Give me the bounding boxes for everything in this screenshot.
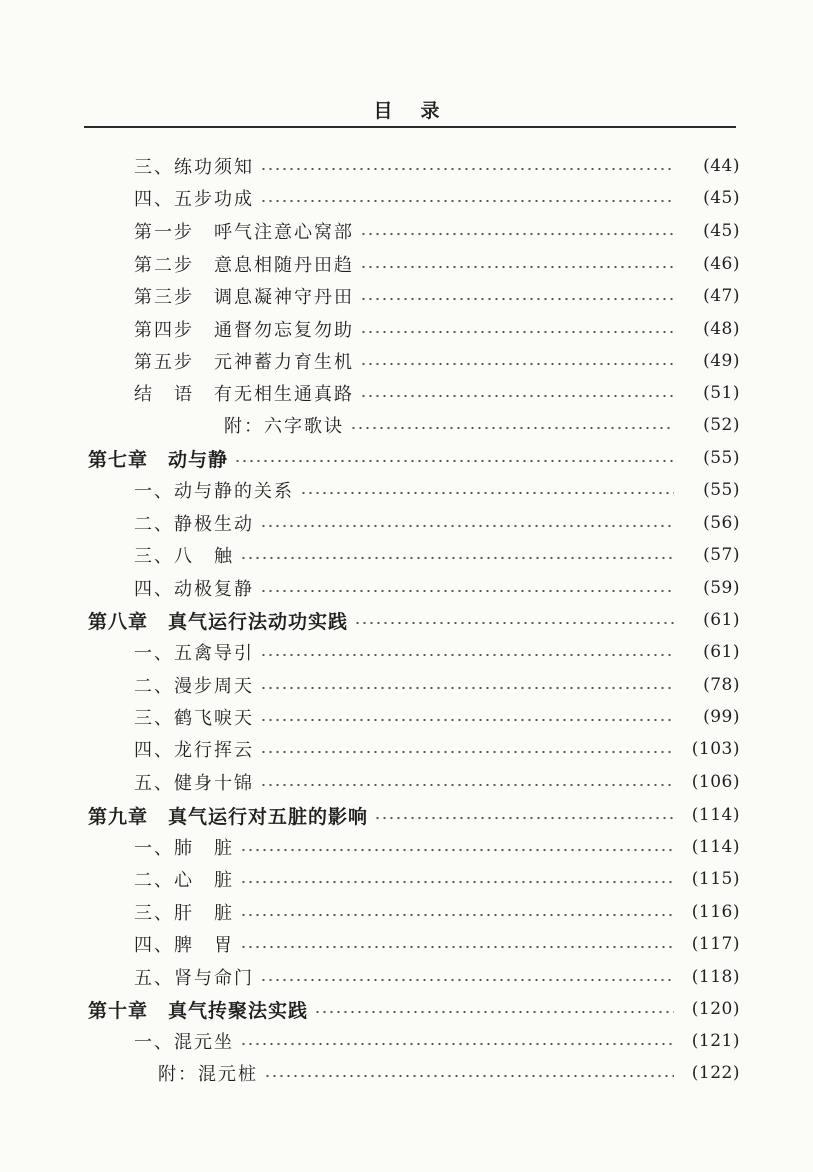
entry-page: (47) xyxy=(703,286,740,306)
entry-page: (52) xyxy=(703,415,740,435)
entry-label: 一、肺 脏 xyxy=(134,838,234,859)
entry-label: 三、练功须知 xyxy=(134,157,254,178)
entry-page: (59) xyxy=(703,578,740,598)
entry-page: (121) xyxy=(691,1031,740,1051)
toc-chapter-entry xyxy=(0,994,813,1024)
entry-page: (45) xyxy=(703,188,740,208)
toc-entry xyxy=(0,864,813,894)
dot-leader xyxy=(260,524,674,528)
dot-leader xyxy=(350,426,674,430)
dot-leader xyxy=(260,978,674,982)
toc-entry xyxy=(0,962,813,992)
entry-label: 四、五步功成 xyxy=(134,189,254,210)
toc-entry xyxy=(0,1026,813,1056)
dot-leader xyxy=(360,362,674,366)
entry-label: 第一步 呼气注意心窝部 xyxy=(134,222,354,243)
toc-entry xyxy=(0,1058,813,1088)
toc-entry xyxy=(0,897,813,927)
toc-entry xyxy=(0,183,813,213)
dot-leader xyxy=(260,718,674,722)
toc-entry xyxy=(0,670,813,700)
entry-page: (45) xyxy=(703,221,740,241)
toc-entry xyxy=(0,637,813,667)
toc-entry xyxy=(0,573,813,603)
page-title: 目录 xyxy=(373,100,468,122)
entry-label: 二、心 脏 xyxy=(134,870,234,891)
entry-page: (116) xyxy=(691,902,740,922)
entry-page: (103) xyxy=(691,739,740,759)
entry-page: (115) xyxy=(691,869,740,889)
entry-page: (49) xyxy=(703,351,740,371)
entry-page: (114) xyxy=(691,805,740,825)
entry-label: 三、肝 脏 xyxy=(134,903,234,924)
entry-page: (61) xyxy=(703,610,740,630)
toc-entry xyxy=(0,734,813,764)
entry-page: (51) xyxy=(703,383,740,403)
toc-entry xyxy=(0,410,813,440)
toc-entry xyxy=(0,702,813,732)
dot-leader xyxy=(314,1010,674,1014)
dot-leader xyxy=(260,589,674,593)
entry-label: 第七章 动与静 xyxy=(88,448,229,471)
entry-page: (48) xyxy=(703,319,740,339)
dot-leader xyxy=(240,880,674,884)
entry-label: 附：混元桩 xyxy=(158,1064,258,1085)
dot-leader xyxy=(360,265,674,269)
dot-leader xyxy=(264,1074,674,1078)
dot-leader xyxy=(260,783,674,787)
entry-label: 附：六字歌诀 xyxy=(224,416,344,437)
entry-label: 五、健身十锦 xyxy=(134,773,254,794)
dot-leader xyxy=(240,945,674,949)
toc-chapter-entry xyxy=(0,605,813,635)
toc-entry xyxy=(0,540,813,570)
toc-entry xyxy=(0,281,813,311)
entry-label: 第四步 通督勿忘复勿助 xyxy=(134,320,354,341)
toc-entry xyxy=(0,378,813,408)
dot-leader xyxy=(360,394,674,398)
toc-chapter-entry xyxy=(0,800,813,830)
entry-label: 一、混元坐 xyxy=(134,1032,234,1053)
entry-label: 四、脾 胃 xyxy=(134,935,234,956)
entry-page: (118) xyxy=(691,967,740,987)
entry-label: 二、静极生动 xyxy=(134,514,254,535)
dot-leader xyxy=(360,232,674,236)
entry-page: (55) xyxy=(703,448,740,468)
dot-leader xyxy=(260,653,674,657)
entry-page: (99) xyxy=(703,707,740,727)
entry-label: 二、漫步周天 xyxy=(134,676,254,697)
entry-label: 第五步 元神蓄力育生机 xyxy=(134,352,354,373)
entry-label: 第三步 调息凝神守丹田 xyxy=(134,287,354,308)
entry-page: (57) xyxy=(703,545,740,565)
toc-entry xyxy=(0,767,813,797)
entry-page: (122) xyxy=(691,1063,740,1083)
entry-page: (56) xyxy=(703,513,740,533)
entry-page: (78) xyxy=(703,675,740,695)
dot-leader xyxy=(360,297,674,301)
entry-label: 三、鹤飞唳天 xyxy=(134,708,254,729)
dot-leader xyxy=(374,816,674,820)
dot-leader xyxy=(260,199,674,203)
toc-entry xyxy=(0,508,813,538)
entry-label: 三、八 触 xyxy=(134,546,234,567)
dot-leader xyxy=(354,621,674,625)
entry-page: (61) xyxy=(703,642,740,662)
toc-entry xyxy=(0,216,813,246)
dot-leader xyxy=(240,556,674,560)
toc-entry xyxy=(0,249,813,279)
toc-entry xyxy=(0,346,813,376)
entry-page: (46) xyxy=(703,254,740,274)
entry-page: (44) xyxy=(703,156,740,176)
entry-label: 一、动与静的关系 xyxy=(134,481,294,502)
entry-label: 第八章 真气运行法动功实践 xyxy=(88,610,349,633)
entry-page: (120) xyxy=(691,999,740,1019)
dot-leader xyxy=(360,330,674,334)
entry-page: (117) xyxy=(691,934,740,954)
entry-label: 结 语 有无相生通真路 xyxy=(134,384,354,405)
entry-label: 一、五禽导引 xyxy=(134,643,254,664)
entry-label: 五、肾与命门 xyxy=(134,968,254,989)
entry-label: 四、龙行挥云 xyxy=(134,740,254,761)
header-divider xyxy=(84,126,736,128)
entry-page: (114) xyxy=(691,837,740,857)
entry-label: 第十章 真气抟聚法实践 xyxy=(88,999,309,1022)
entry-label: 第二步 意息相随丹田趋 xyxy=(134,255,354,276)
dot-leader xyxy=(260,750,674,754)
dot-leader xyxy=(240,1042,674,1046)
entry-label: 四、动极复静 xyxy=(134,579,254,600)
toc-entry xyxy=(0,475,813,505)
toc-entry xyxy=(0,151,813,181)
toc-entry xyxy=(0,929,813,959)
dot-leader xyxy=(300,491,674,495)
toc-chapter-entry xyxy=(0,443,813,473)
dot-leader xyxy=(240,848,674,852)
entry-page: (55) xyxy=(703,480,740,500)
dot-leader xyxy=(240,913,674,917)
dot-leader xyxy=(234,459,674,463)
entry-page: (106) xyxy=(691,772,740,792)
dot-leader xyxy=(260,167,674,171)
entry-label: 第九章 真气运行对五脏的影响 xyxy=(88,805,369,828)
dot-leader xyxy=(260,686,674,690)
toc-entry xyxy=(0,832,813,862)
toc-entry xyxy=(0,314,813,344)
